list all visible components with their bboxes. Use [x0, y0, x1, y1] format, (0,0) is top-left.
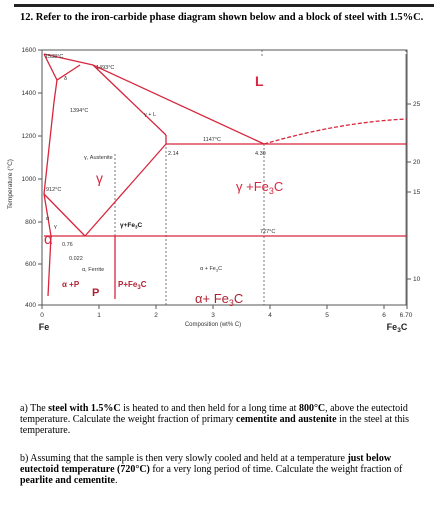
part-a-letter: a) — [20, 403, 28, 414]
phase-diagram — [0, 34, 439, 364]
part-a-bold2: 800°C — [298, 403, 326, 414]
y-tick-1000: 1000 — [21, 176, 36, 183]
part-a-bold1: steel with 1.5%C — [48, 403, 121, 414]
right-tick-15: 15 — [413, 189, 421, 196]
top-rule — [14, 4, 434, 7]
label-1147: 1147°C — [203, 137, 221, 143]
x-tick-1: 1 — [97, 312, 101, 319]
label-austenite: γ, Austenite — [84, 155, 113, 161]
label-alpha-p: α +P — [62, 280, 80, 289]
part-b-letter: b) — [20, 453, 29, 464]
part-b-bold1: just below eutectoid temperature (720°C) — [20, 453, 392, 475]
label-1493: 1493°C — [96, 65, 115, 71]
label-gamma-L: γ + L — [144, 112, 157, 118]
right-tick-25: 25 — [413, 101, 421, 108]
label-0.76: 0.76 — [62, 242, 73, 248]
y-axis-label: Temperature (°C) — [7, 159, 14, 209]
label-alpha-hand: α — [44, 231, 53, 248]
part-b-mid1: for a very long period of time. Calculate the weight fraction of — [149, 464, 403, 475]
label-727: 727°C — [260, 229, 276, 235]
right-tick-20: 20 — [413, 159, 421, 166]
x-end-fe: Fe — [38, 322, 50, 332]
y-tick-600: 600 — [25, 261, 36, 268]
label-4.30: 4.30 — [255, 151, 266, 157]
label-P: P — [92, 287, 100, 299]
label-alpha-fe3c-small: $\alpha + Fe_3C$ — [200, 266, 223, 273]
x-tick-6: 6 — [382, 312, 386, 319]
x-end-fe3c: $Fe_3C$ — [386, 322, 408, 334]
label-1538: 1538°C — [45, 54, 64, 60]
y-tick-400: 400 — [25, 302, 36, 309]
label-p-fe3c: $P+Fe_3C$ — [118, 280, 147, 291]
part-b-suffix: . — [114, 475, 118, 486]
label-alpha-small: α — [46, 216, 50, 222]
label-delta: δ — [64, 76, 68, 82]
part-a-mid1: is heated to and then held for a long time at — [120, 403, 299, 414]
label-L: L — [255, 73, 264, 89]
part-b-prefix: Assuming that the sample is then very slowly cooled and held at a temperature — [28, 453, 348, 464]
x-tick-4: 4 — [268, 312, 272, 319]
label-gamma-fe3c-big: $\gamma +Fe_3C$ — [236, 179, 284, 196]
y-tick-800: 800 — [25, 219, 36, 226]
right-tick-10: 10 — [413, 276, 421, 283]
part-b — [20, 453, 432, 486]
label-gamma-fe3c-small: $\gamma+Fe_3C$ — [120, 222, 143, 230]
x-axis-label: Composition (wt% C) — [184, 322, 242, 328]
part-a-prefix: The — [27, 403, 49, 414]
y-tick-1600: 1600 — [21, 47, 36, 54]
part-a-mid2: , above the eutectoid temperature. Calculate the weight fraction of primary — [20, 403, 408, 425]
label-0.022: 0.022 — [69, 256, 83, 262]
y-tick-1400: 1400 — [21, 90, 36, 97]
label-ferrite: α, Ferrite — [82, 267, 105, 273]
x-tick-0: 0 — [40, 312, 44, 319]
label-912: 912°C — [46, 187, 62, 193]
x-tick-3: 3 — [211, 312, 215, 319]
x-tick-5: 5 — [325, 312, 329, 319]
label-alpha-fe3c-big: $\alpha+ Fe_3C$ — [195, 291, 244, 308]
label-gamma-small: γ — [54, 224, 57, 230]
label-1394: 1394°C — [70, 108, 89, 114]
label-2.14: 2.14 — [168, 151, 179, 157]
part-a-suffix: in the steel at this temperature. — [20, 414, 410, 436]
y-tick-1200: 1200 — [21, 133, 36, 140]
part-a-bold3: cementite and austenite — [236, 414, 337, 425]
part-a — [20, 403, 432, 436]
part-b-bold2: pearlite and cementite — [20, 475, 115, 486]
question-title: 12. Refer to the iron-carbide phase diagram shown below and a block of steel with 1.5%C. — [20, 12, 424, 23]
x-tick-2: 2 — [154, 312, 158, 319]
label-gamma-hand: γ — [96, 170, 103, 186]
x-tick-670: 6.70 — [399, 312, 413, 319]
